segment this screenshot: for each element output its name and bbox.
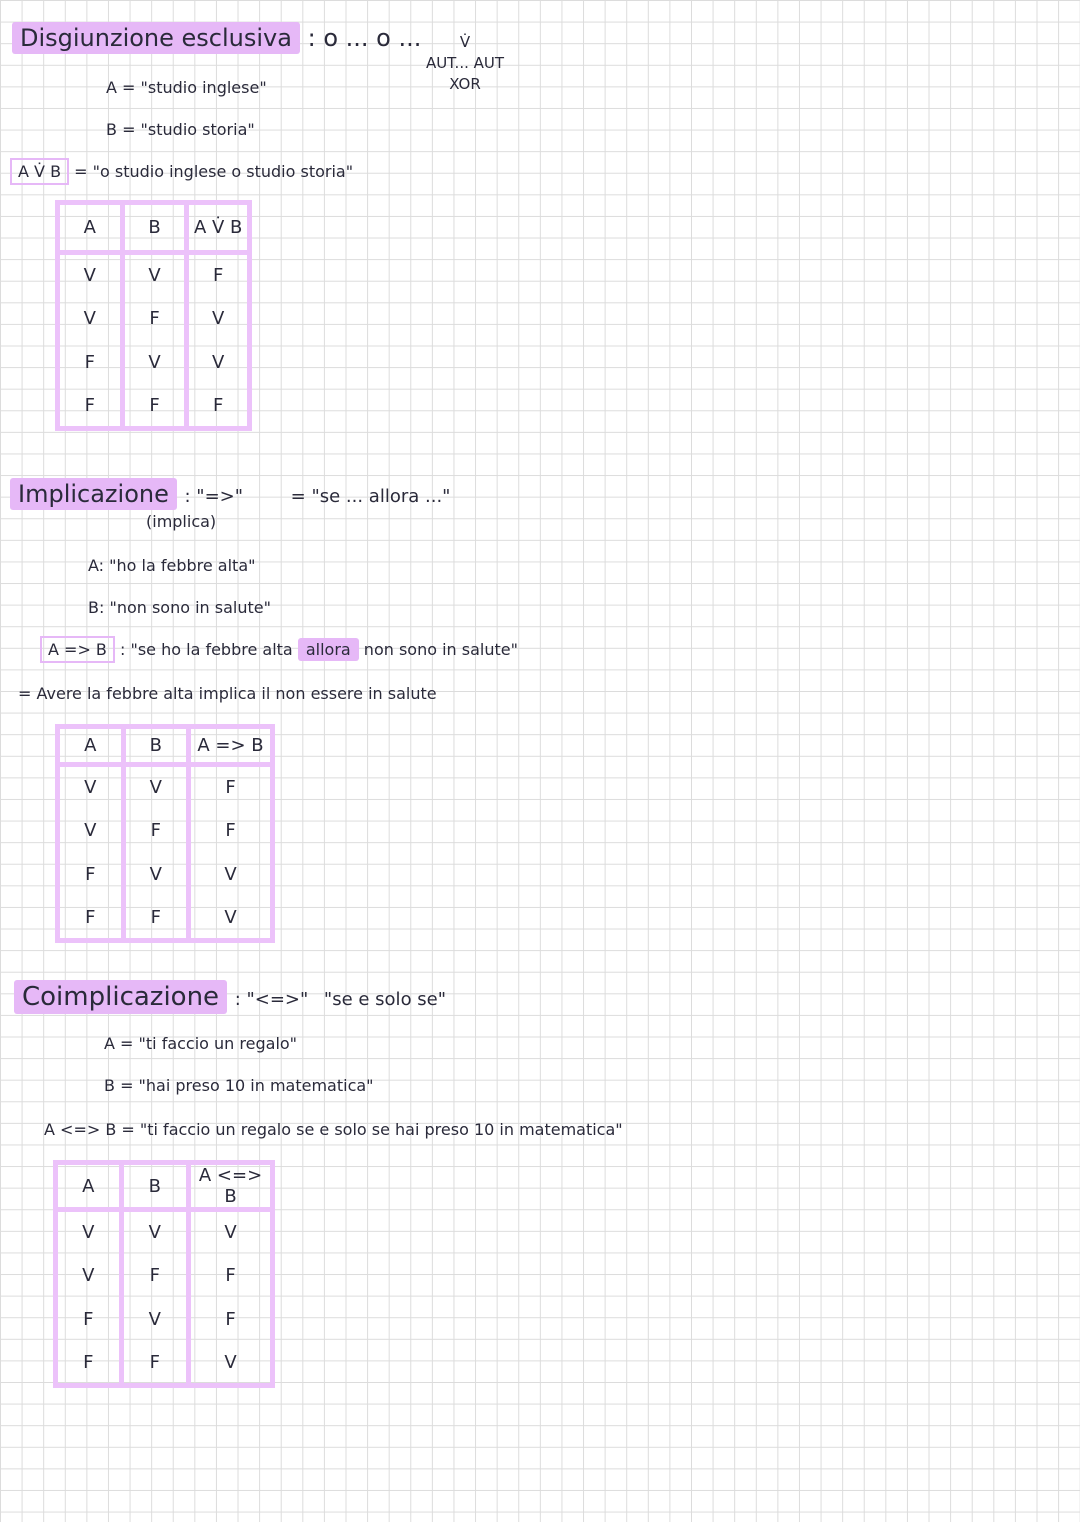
xor-a-def: A = "studio inglese" (106, 78, 267, 97)
xor-cell: F (187, 253, 250, 297)
coimpl-title: Coimplicazione (14, 980, 227, 1014)
impl-expression-highlight: allora (298, 638, 359, 661)
xor-cell: F (58, 341, 123, 385)
impl-paraphrase: = Avere la febbre alta implica il non essere in salute (18, 684, 437, 703)
xor-cell: F (187, 385, 250, 429)
coimpl-truth-table (53, 1160, 275, 1388)
xor-table-row (58, 253, 250, 297)
impl-table-row (58, 853, 273, 897)
coimpl-cell: F (56, 1298, 122, 1342)
coimpl-symbol: : "<=>" (234, 989, 309, 1010)
coimpl-cell: V (121, 1210, 189, 1254)
coimpl-header-b: B (121, 1163, 189, 1210)
xor-expression-line (10, 162, 353, 181)
xor-expression-def: = "o studio inglese o studio storia" (74, 162, 354, 181)
impl-title: Implicazione (10, 478, 177, 510)
coimpl-cell: F (121, 1254, 189, 1298)
xor-cell: F (122, 297, 187, 341)
xor-header-result: A V̇ B (187, 203, 250, 253)
impl-b-def: B: "non sono in salute" (88, 598, 271, 617)
xor-alias-aut: AUT... AUT (425, 54, 505, 72)
xor-header-b: B (122, 203, 187, 253)
impl-title-line (10, 480, 450, 508)
coimpl-header-a: A (56, 1163, 122, 1210)
xor-title: Disgiunzione esclusiva (12, 22, 300, 54)
impl-meaning: = "se ... allora ..." (290, 486, 451, 507)
xor-cell: V (187, 297, 250, 341)
coimpl-cell: F (189, 1254, 273, 1298)
impl-cell: V (189, 853, 273, 897)
xor-cell: V (122, 253, 187, 297)
coimpl-cell: F (121, 1342, 189, 1386)
impl-cell: V (123, 765, 189, 809)
coimpl-cell: V (121, 1298, 189, 1342)
impl-cell: F (123, 897, 189, 941)
coimpl-cell: V (189, 1210, 273, 1254)
impl-symbol: : "=>" (184, 486, 244, 507)
impl-subnote: (implica) (146, 512, 217, 531)
coimpl-table-row (56, 1298, 273, 1342)
coimpl-meaning: "se e solo se" (323, 989, 447, 1010)
xor-alias-xor: XOR (449, 75, 481, 93)
xor-b-def: B = "studio storia" (106, 120, 255, 139)
xor-header-a: A (58, 203, 123, 253)
coimpl-a-def: A = "ti faccio un regalo" (104, 1034, 298, 1053)
xor-cell: F (58, 385, 123, 429)
impl-expression-line (40, 640, 518, 659)
xor-table-row (58, 385, 250, 429)
coimpl-b-def: B = "hai preso 10 in matematica" (104, 1076, 374, 1095)
impl-a-def: A: "ho la febbre alta" (88, 556, 256, 575)
impl-cell: V (189, 897, 273, 941)
xor-table-row (58, 297, 250, 341)
impl-expression-part1: : "se ho la febbre alta (120, 640, 293, 659)
xor-table-row (58, 341, 250, 385)
xor-aliases (420, 32, 510, 95)
impl-cell: F (123, 809, 189, 853)
xor-expression: A V̇ B (10, 158, 69, 185)
impl-expression: A => B (40, 636, 115, 663)
impl-header-b: B (123, 727, 189, 765)
coimpl-cell: F (56, 1342, 122, 1386)
coimpl-cell: V (189, 1342, 273, 1386)
coimpl-table-row (56, 1210, 273, 1254)
impl-cell: F (189, 765, 273, 809)
impl-truth-table (55, 724, 275, 943)
coimpl-table-row (56, 1342, 273, 1386)
xor-title-suffix: : o ... o ... (307, 24, 422, 52)
impl-cell: V (123, 853, 189, 897)
impl-cell: F (58, 897, 124, 941)
impl-table-row (58, 765, 273, 809)
coimpl-cell: F (189, 1298, 273, 1342)
impl-header-result: A => B (189, 727, 273, 765)
xor-cell: V (58, 297, 123, 341)
impl-cell: V (58, 765, 124, 809)
xor-symbol: V̇ (459, 33, 471, 51)
coimpl-expression: A <=> B = "ti faccio un regalo se e solo se hai preso 10 in matematica" (44, 1120, 623, 1139)
xor-cell: V (187, 341, 250, 385)
impl-cell: F (58, 853, 124, 897)
impl-cell: F (189, 809, 273, 853)
coimpl-cell: V (56, 1210, 122, 1254)
coimpl-title-line (14, 982, 446, 1012)
xor-cell: V (122, 341, 187, 385)
coimpl-cell: V (56, 1254, 122, 1298)
coimpl-header-result: A <=> B (189, 1163, 273, 1210)
xor-cell: V (58, 253, 123, 297)
coimpl-table-row (56, 1254, 273, 1298)
impl-expression-part2: non sono in salute" (363, 640, 518, 659)
impl-table-row (58, 809, 273, 853)
xor-cell: F (122, 385, 187, 429)
xor-title-line (12, 24, 421, 52)
impl-cell: V (58, 809, 124, 853)
impl-table-row (58, 897, 273, 941)
impl-header-a: A (58, 727, 124, 765)
xor-truth-table (55, 200, 252, 431)
